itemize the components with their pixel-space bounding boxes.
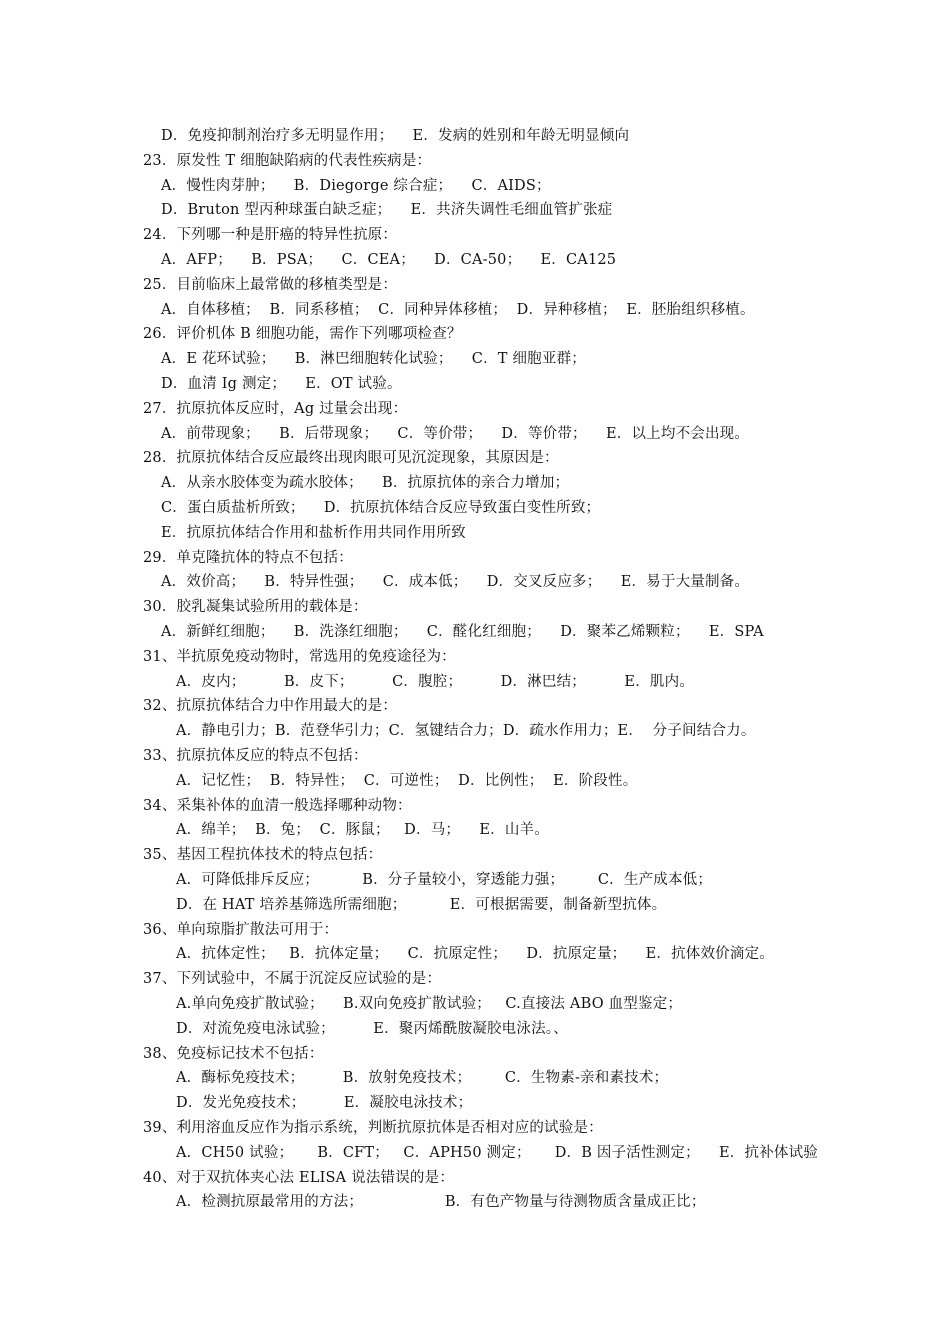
- question-text: 37、下列试验中，不属于沉淀反应试验的是：: [143, 971, 442, 988]
- answer-options: A．绵羊； B．兔； C．豚鼠； D．马； E．山羊。: [176, 822, 549, 839]
- answer-options: A．酶标免疫技术； B．放射免疫技术； C．生物素-亲和素技术；: [176, 1070, 669, 1087]
- answer-options: C．蛋白质盐析所致； D．抗原抗体结合反应导致蛋白变性所致；: [161, 500, 601, 516]
- answer-options: A．慢性肉芽肿； B．Diegorge 综合症； C．AIDS；: [161, 177, 551, 194]
- question-text: 39、利用溶血反应作为指示系统，判断抗原抗体是否相对应的试验是：: [143, 1120, 603, 1136]
- question-text: 29．单克隆抗体的特点不包括：: [143, 549, 353, 566]
- answer-options: A．可降低排斥反应； B．分子量较小，穿透能力强； C．生产成本低；: [176, 872, 713, 888]
- question-text: 26．评价机体 B 细胞功能，需作下列哪项检查？: [143, 326, 462, 343]
- answer-options: A．记忆性； B．特异性； C．可逆性； D．比例性； E．阶段性。: [176, 772, 638, 789]
- question-text: 38、免疫标记技术不包括：: [143, 1045, 324, 1062]
- answer-options: A．检测抗原最常用的方法； B．有色产物量与待测物质含量成正比；: [176, 1194, 706, 1211]
- question-text: 31、半抗原免疫动物时，常选用的免疫途径为：: [143, 648, 456, 665]
- answer-options: A．皮内； B．皮下； C．腹腔； D．淋巴结； E．肌内。: [176, 673, 695, 690]
- answer-options: D．发光免疫技术； E．凝胶电泳技术；: [176, 1095, 473, 1112]
- answer-options: A．新鲜红细胞； B．洗涤红细胞； C．醛化红细胞； D．聚苯乙烯颗粒； E．SPA: [161, 624, 764, 640]
- question-text: 25．目前临床上最常做的移植类型是：: [143, 276, 398, 293]
- question-text: 28．抗原抗体结合反应最终出现肉眼可见沉淀现象，其原因是：: [143, 450, 559, 467]
- question-text: 34、采集补体的血清一般选择哪种动物：: [143, 797, 412, 814]
- answer-options: A．前带现象； B．后带现象； C．等价带； D．等价带； E．以上均不会出现。: [161, 425, 750, 442]
- answer-options: D．Bruton 型丙种球蛋白缺乏症； E．共济失调性毛细血管扩张症: [161, 202, 613, 219]
- question-text: 24．下列哪一种是肝癌的特异性抗原：: [143, 227, 398, 244]
- answer-options: A．AFP； B．PSA； C．CEA； D．CA-50； E．CA125: [161, 252, 617, 268]
- answer-options: D．对流免疫电泳试验； E．聚丙烯酰胺凝胶电泳法。、: [176, 1020, 568, 1037]
- question-text: 33、抗原抗体反应的特点不包括：: [143, 748, 368, 764]
- answer-options: D．血清 Ig 测定； E．OT 试验。: [161, 376, 402, 392]
- question-text: 40、对于双抗体夹心法 ELISA 说法错误的是：: [143, 1169, 455, 1186]
- answer-options: D．免疫抑制剂治疗多无明显作用； E．发病的姓别和年龄无明显倾向: [161, 128, 630, 144]
- question-text: 30．胶乳凝集试验所用的载体是：: [143, 599, 368, 616]
- answer-options: E．抗原抗体结合作用和盐析作用共同作用所致: [161, 524, 466, 541]
- answer-options: A．CH50 试验； B．CFT； C．APH50 测定； D．B 因子活性测定； E．抗补体试验: [176, 1144, 819, 1161]
- answer-options: A．抗体定性； B．抗体定量； C．抗原定性； D．抗原定量； E．抗体效价滴定。: [176, 946, 774, 963]
- answer-options: D．在 HAT 培养基筛选所需细胞； E．可根据需要，制备新型抗体。: [176, 896, 667, 913]
- question-text: 36、单向琼脂扩散法可用于：: [143, 921, 339, 938]
- question-text: 23．原发性 T 细胞缺陷病的代表性疾病是：: [143, 152, 432, 169]
- answer-options: A.单向免疫扩散试验； B.双向免疫扩散试验； C.直接法 ABO 血型鉴定；: [176, 996, 683, 1012]
- question-text: 32、抗原抗体结合力中作用最大的是：: [143, 698, 398, 715]
- answer-options: A．静电引力；B．范登华引力；C．氢键结合力；D．疏水作用力；E． 分子间结合力。: [176, 723, 756, 740]
- answer-options: A．效价高； B．特异性强； C．成本低； D．交叉反应多； E．易于大量制备。: [161, 574, 750, 591]
- answer-options: A．E 花环试验； B．淋巴细胞转化试验； C．T 细胞亚群；: [161, 351, 586, 368]
- answer-options: A．从亲水胶体变为疏水胶体； B．抗原抗体的亲合力增加；: [161, 475, 570, 492]
- answer-options: A．自体移植； B．同系移植； C．同种异体移植； D．异种移植； E．胚胎组织移植。: [161, 301, 755, 318]
- question-text: 27．抗原抗体反应时，Ag 过量会出现：: [143, 400, 408, 417]
- question-text: 35、基因工程抗体技术的特点包括：: [143, 847, 383, 864]
